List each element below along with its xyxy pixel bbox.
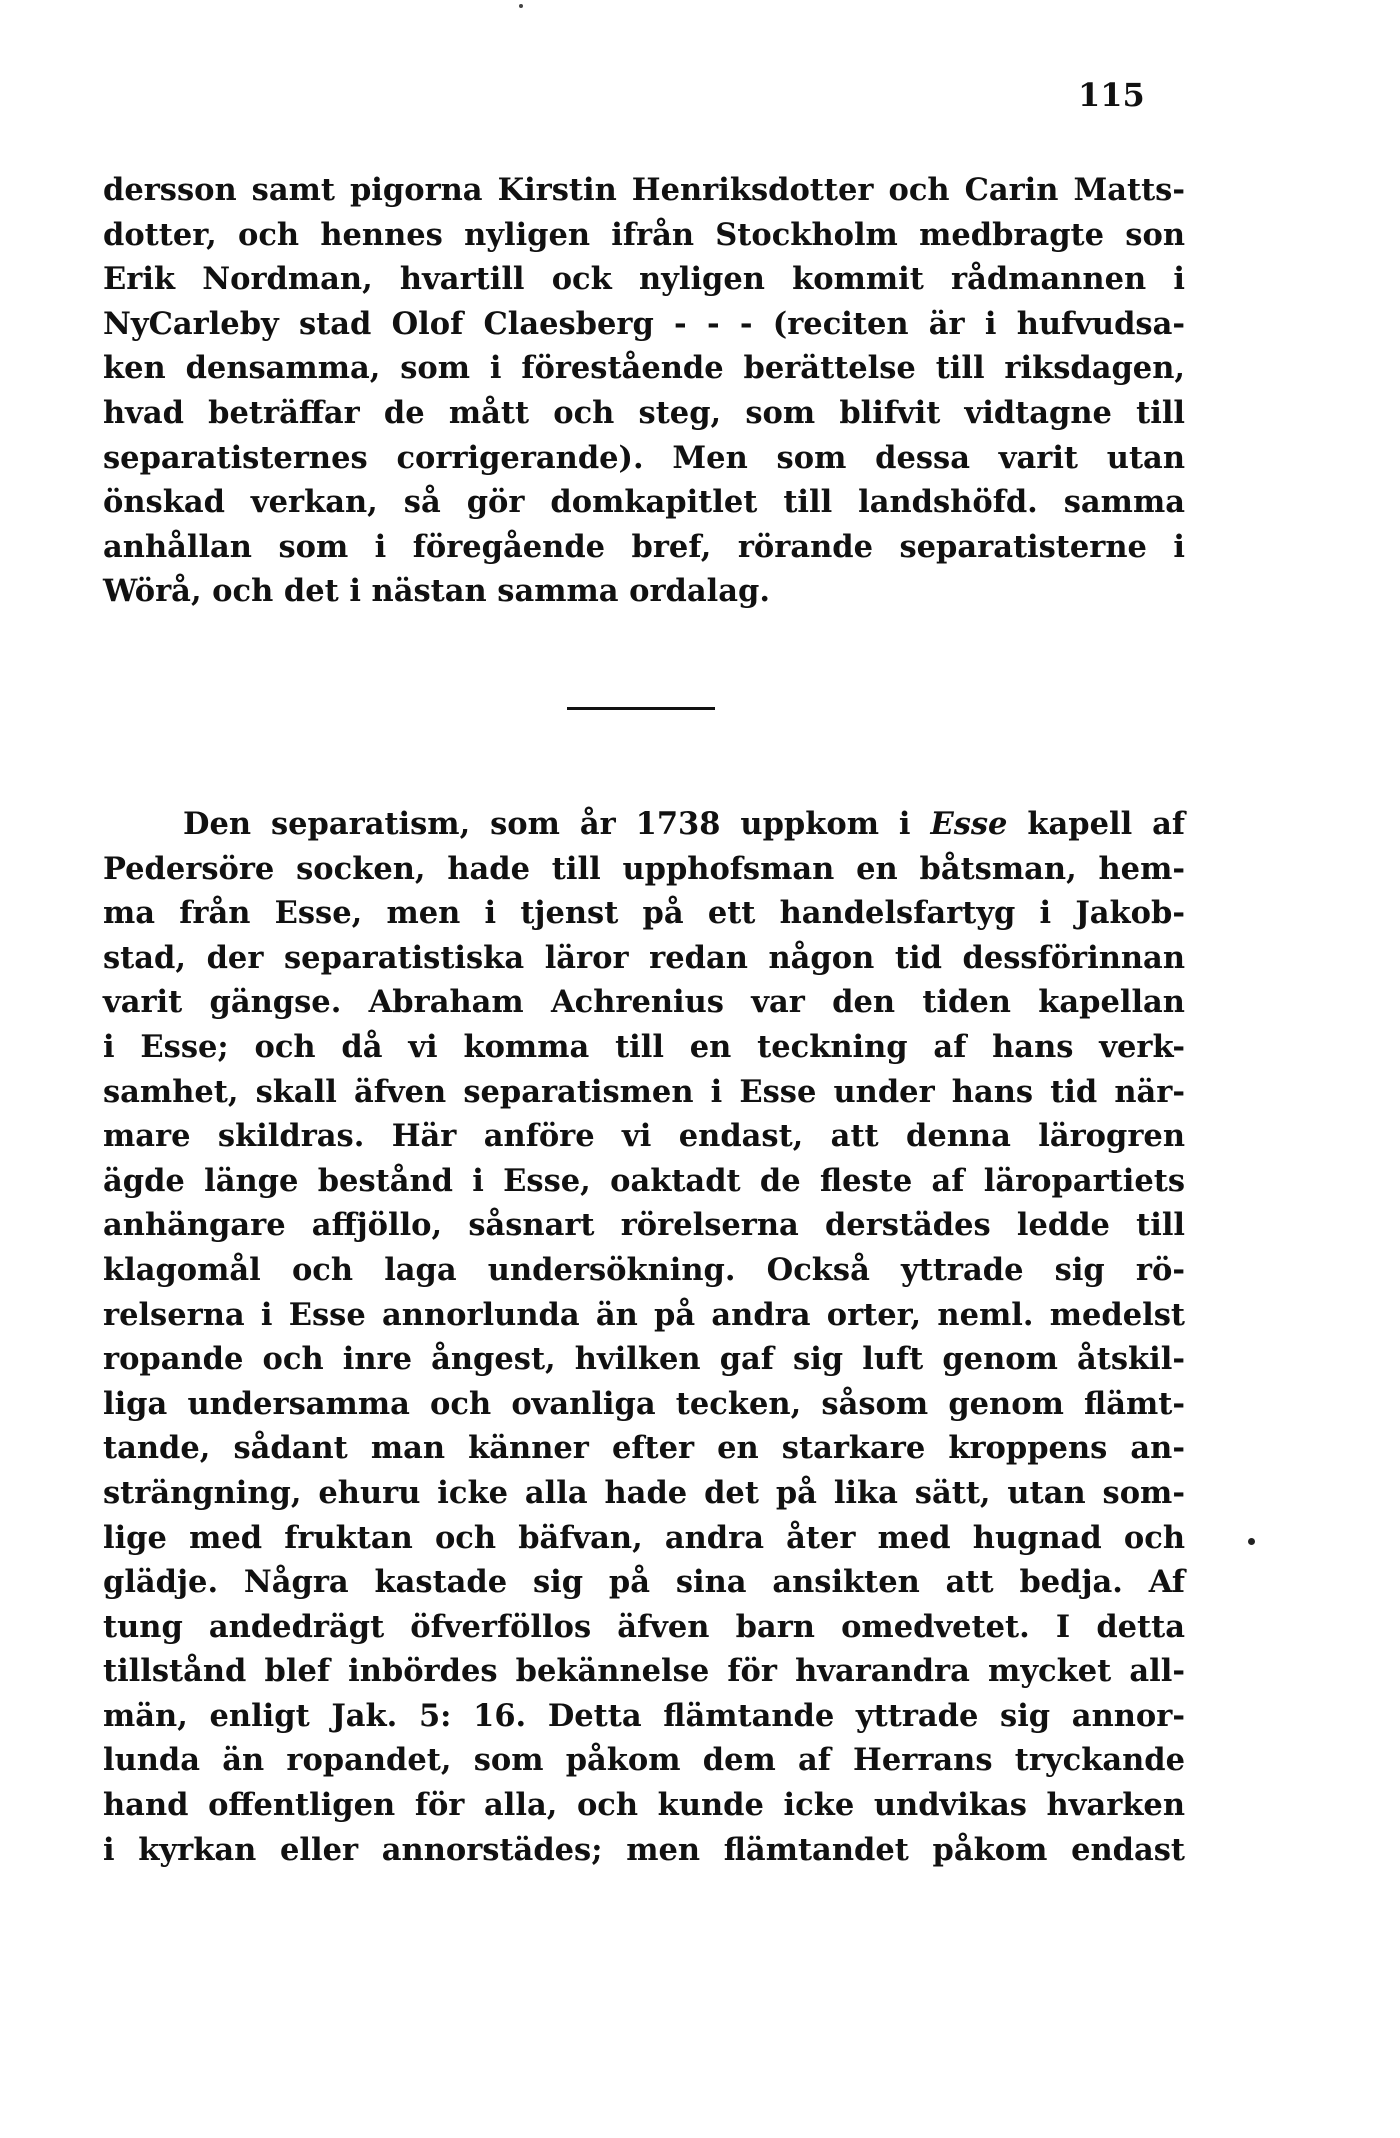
text-line: ken densamma, som i förestående berättelse till riksdagen,	[103, 350, 1185, 387]
text-line: Den separatism, som år 1738 uppkom i Esse kapell af	[183, 806, 1185, 842]
print-speck-top	[519, 4, 523, 8]
text-line: klagomål och laga undersökning. Också yttrade sig rö-	[103, 1251, 1185, 1288]
text-line: mare skildras. Här anföre vi endast, att denna lärogren	[103, 1118, 1185, 1155]
text-line: i Esse; och då vi komma till en teckning af hans verk-	[103, 1028, 1185, 1065]
text-line: Erik Nordman, hvartill ock nyligen kommit rådmannen i	[103, 261, 1185, 298]
text-line: tung andedrägt öfverföllos äfven barn omedvetet. I detta	[103, 1608, 1185, 1645]
section-divider	[567, 707, 715, 710]
text-line: ma från Esse, men i tjenst på ett handelsfartyg i Jakob-	[103, 895, 1185, 932]
text-line: varit gängse. Abraham Achrenius var den tiden kapellan	[103, 984, 1185, 1021]
paragraph-2	[103, 802, 1185, 1872]
text-line: tande, sådant man känner efter en starkare kroppens an-	[103, 1430, 1185, 1467]
text-line: Wörå, och det i nästan samma ordalag.	[103, 573, 770, 610]
text-line: dotter, och hennes nyligen ifrån Stockholm medbragte son	[103, 216, 1185, 253]
text-line: i kyrkan eller annorstädes; men flämtandet påkom endast	[103, 1831, 1185, 1868]
text-line: liga undersamma och ovanliga tecken, såsom genom flämt-	[103, 1385, 1185, 1422]
text-line: tillstånd blef inbördes bekännelse för hvarandra mycket all-	[103, 1653, 1185, 1690]
text-line: ropande och inre ångest, hvilken gaf sig luft genom åtskil-	[103, 1341, 1185, 1378]
text-line: separatisternes corrigerande). Men som dessa varit utan	[103, 439, 1185, 476]
text-line: män, enligt Jak. 5: 16. Detta flämtande yttrade sig annor-	[103, 1697, 1185, 1734]
text-line: samhet, skall äfven separatismen i Esse under hans tid när-	[103, 1073, 1185, 1110]
text-line: stad, der separatistiska läror redan någon tid dessförinnan	[103, 939, 1185, 976]
text-line: NyCarleby stad Olof Claesberg - - - (reciten är i hufvudsa-	[103, 305, 1185, 342]
text-line: strängning, ehuru icke alla hade det på lika sätt, utan som-	[103, 1474, 1185, 1511]
text-line: hand offentligen för alla, och kunde icke undvikas hvarken	[103, 1787, 1185, 1824]
print-speck-margin	[1248, 1538, 1255, 1545]
text-line: Pedersöre socken, hade till upphofsman en båtsman, hem-	[103, 850, 1185, 887]
text-line: glädje. Några kastade sig på sina ansikten att bedja. Af	[103, 1564, 1185, 1601]
text-line: lige med fruktan och bäfvan, andra åter med hugnad och	[103, 1519, 1185, 1556]
paragraph-1	[103, 168, 1185, 614]
text-line: relserna i Esse annorlunda än på andra orter, neml. medelst	[103, 1296, 1185, 1333]
text-line: önskad verkan, så gör domkapitlet till landshöfd. samma	[103, 484, 1185, 521]
italic-place-name: Esse	[930, 806, 1008, 842]
text-line: anhängare affjöllo, såsnart rörelserna derstädes ledde till	[103, 1207, 1185, 1244]
text-line: hvad beträffar de mått och steg, som blifvit vidtagne till	[103, 394, 1185, 431]
text-line: anhållan som i föregående bref, rörande separatisterne i	[103, 528, 1185, 565]
page-number: 115	[1078, 76, 1145, 114]
text-line: lunda än ropandet, som påkom dem af Herrans tryckande	[103, 1742, 1185, 1779]
text-line: dersson samt pigorna Kirstin Henriksdotter och Carin Matts-	[103, 172, 1185, 208]
text-line: ägde länge bestånd i Esse, oaktadt de fleste af läropartiets	[103, 1162, 1185, 1199]
